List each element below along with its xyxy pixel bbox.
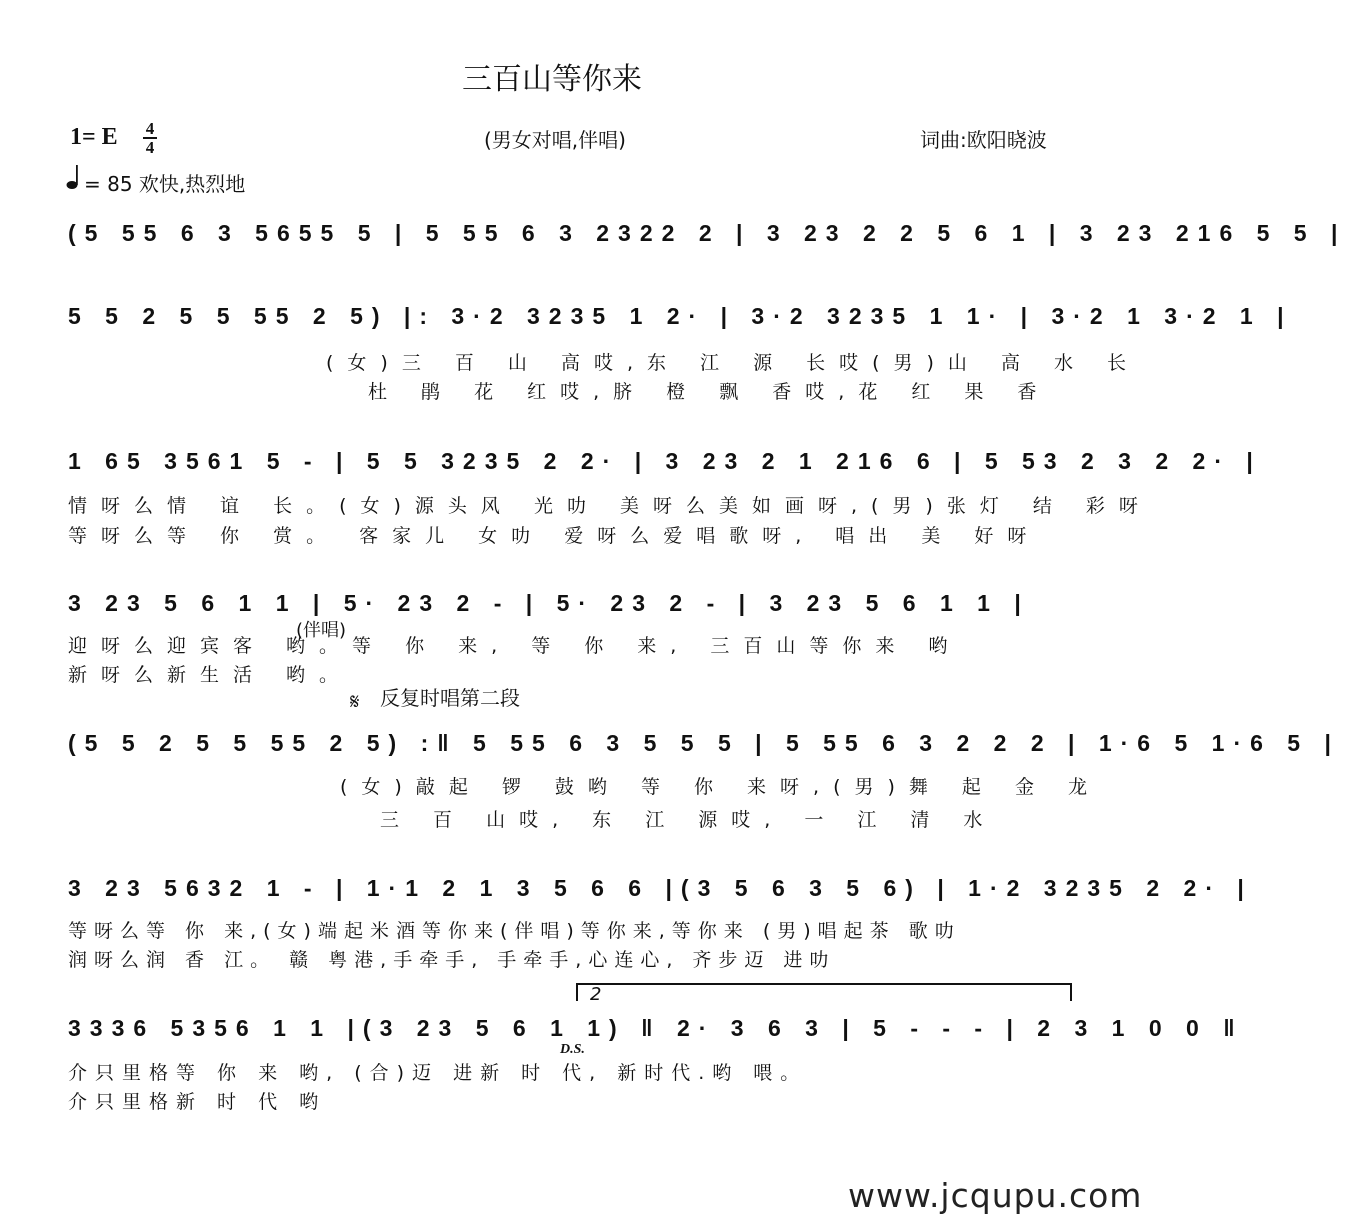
segno-icon: 𝄋 [350, 690, 360, 715]
lyric-row-4a: 迎呀么迎宾客 哟。等 你 来, 等 你 来, 三百山等你来 哟 [68, 635, 962, 657]
song-title: 三百山等你来 [462, 62, 642, 97]
time-top: 4 [145, 119, 155, 138]
lyric-row-3b: 等呀么等 你 赏。 客家儿 女叻 爱呀么爱唱歌呀, 唱出 美 好呀 [68, 525, 1041, 547]
notation-row-4: 3 23 5 6 1 1 | 5· 23 2 - | 5· 23 2 - | 3 23 5 6 1 1 | [68, 590, 1030, 616]
volta-number: 2 [590, 984, 602, 1005]
lyric-row-6b: 润呀么润 香 江。 赣 粤港,手牵手, 手牵手,心连心, 齐步迈 进叻 [68, 949, 836, 971]
lyric-row-2b: 杜 鹃 花 红哎,脐 橙 飘 香哎,花 红 果 香 [368, 381, 1051, 403]
lyric-row-5b: 三 百 山哎, 东 江 源哎, 一 江 清 水 [380, 809, 997, 831]
lyric-row-5a: (女)敲起 锣 鼓哟 等 你 来呀,(男)舞 起 金 龙 [340, 776, 1102, 798]
lyric-row-7a: 介只里格等 你 来 哟, (合)迈 进新 时 代, 新时代.哟 喂。 [68, 1062, 808, 1084]
tempo: = 85 欢快,热烈地 [84, 172, 246, 196]
accompaniment-label: (伴唱) [296, 620, 347, 641]
lyric-row-2a: (女)三 百 山 高哎,东 江 源 长哎(男)山 高 水 长 [326, 352, 1141, 374]
notation-row-2: 5 5 2 5 5 55 2 5) |: 3·2 3235 1 2· | 3·2 3235 1 1· | 3·2 1 3·2 1 | [68, 303, 1293, 329]
lyric-row-7b: 介只里格新 时 代 哟 [68, 1091, 327, 1113]
lyric-row-4b: 新呀么新生活 哟。 [68, 664, 353, 686]
notation-row-6: 3 23 5632 1 - | 1·1 2 1 3 5 6 6 |(3 5 6 3 5 6) | 1·2 3235 2 2· | [68, 875, 1253, 901]
watermark: www.jcqupu.com [848, 1176, 1143, 1215]
lyric-row-3a: 情呀么情 谊 长。(女)源头风 光叻 美呀么美如画呀,(男)张灯 结 彩呀 [68, 495, 1152, 517]
notation-row-5: (5 5 2 5 5 55 2 5) :‖ 5 55 6 3 5 5 5 | 5 55 6 3 2 2 2 | 1·6 5 1·6 5 | [68, 730, 1340, 756]
lyric-row-6a: 等呀么等 你 来,(女)端起米酒等你来(伴唱)等你来,等你来 (男)唱起茶 歌叻 [68, 920, 961, 942]
quarter-note-icon [66, 164, 80, 194]
performers: (男女对唱,伴唱) [484, 128, 626, 152]
repeat-instruction: 反复时唱第二段 [380, 686, 520, 710]
credits: 词曲:欧阳晓波 [920, 128, 1047, 152]
volta-bracket [576, 983, 1072, 1001]
notation-row-7: 3336 5356 1 1 |(3 23 5 6 1 1) ‖ 2· 3 6 3 | 5 - - - | 2 3 1 0 0 ‖ [68, 1015, 1244, 1041]
key-signature: 1= E [70, 124, 118, 150]
time-bottom: 4 [145, 138, 155, 157]
time-signature [143, 121, 157, 155]
dal-segno-mark: D.S. [560, 1042, 585, 1057]
notation-row-1: (5 55 6 3 5655 5 | 5 55 6 3 2322 2 | 3 23 2 2 5 6 1 | 3 23 216 5 5 | [68, 220, 1346, 246]
notation-row-3: 1 65 3561 5 - | 5 5 3235 2 2· | 3 23 2 1 216 6 | 5 53 2 3 2 2· | [68, 448, 1262, 474]
